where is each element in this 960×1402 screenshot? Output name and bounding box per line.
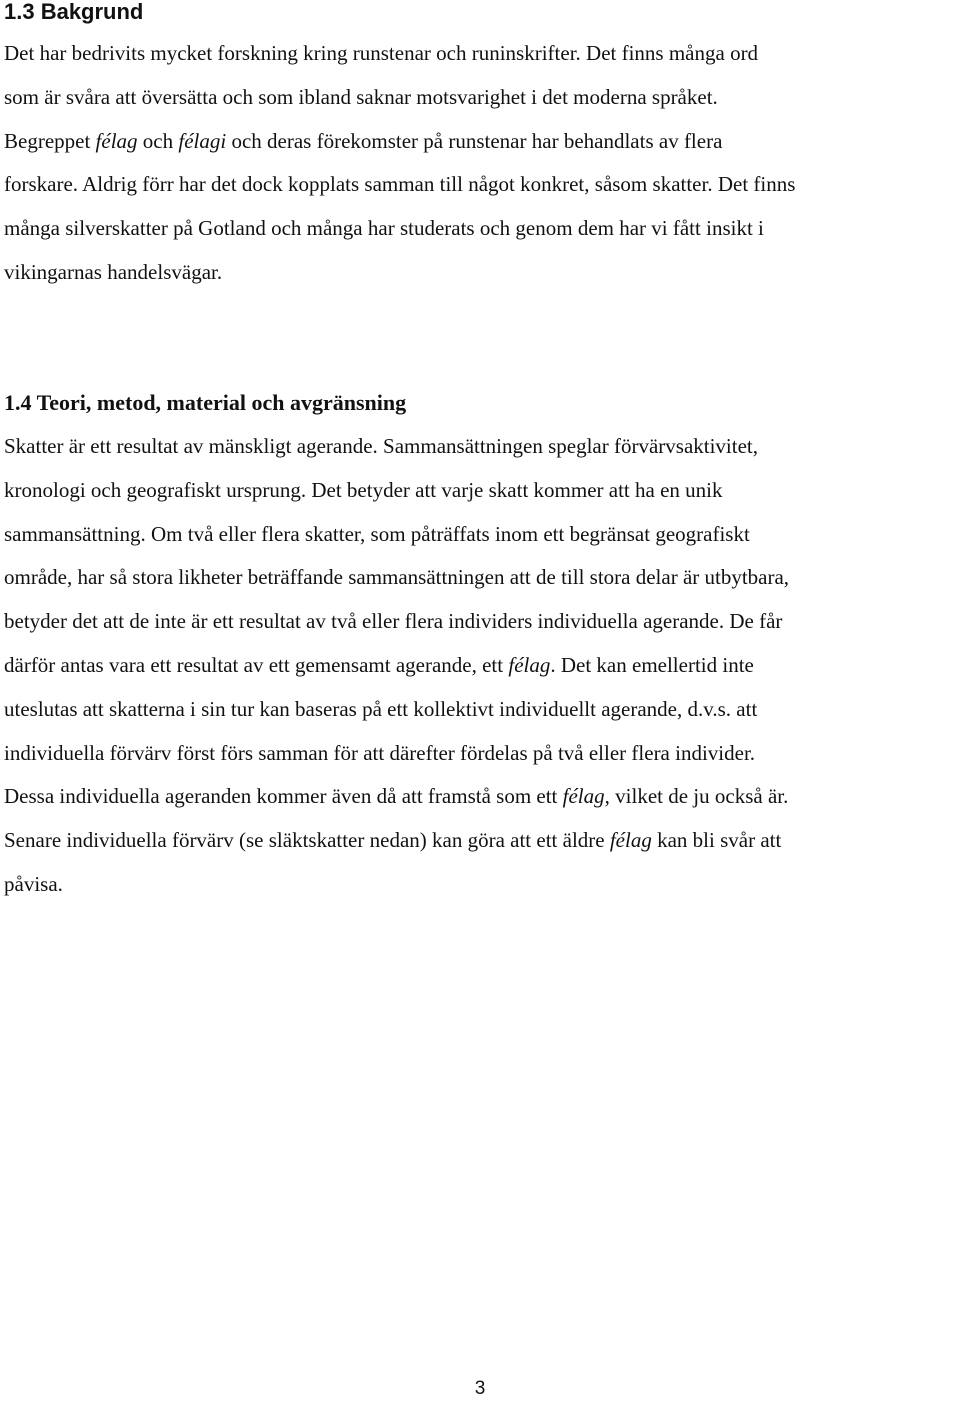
section-heading-bakgrund: 1.3 Bakgrund xyxy=(4,0,144,24)
text-line xyxy=(4,259,222,285)
text-segment: individuella förvärv först förs samman för att därefter fördelas på två eller flera individer. xyxy=(4,740,756,765)
text-segment: , vilket de ju också är. xyxy=(604,784,789,809)
text-line xyxy=(4,40,758,66)
text-segment: Dessa individuella ageranden kommer även då att framstå som ett xyxy=(4,784,563,809)
text-segment: . Det kan emellertid inte xyxy=(550,653,754,677)
text-line xyxy=(4,171,795,197)
text-segment: Begreppet xyxy=(4,128,96,153)
page-number: 3 xyxy=(474,1378,486,1399)
section-heading-teori: 1.4 Teori, metod, material och avgränsning xyxy=(4,390,407,415)
text-line xyxy=(4,433,758,459)
text-line xyxy=(4,827,781,853)
text-line xyxy=(4,128,722,154)
text-segment: och deras förekomster på runstenar har behandlats av flera xyxy=(226,128,723,153)
italic-term: félag xyxy=(508,653,551,677)
text-segment: betyder det att de inte är ett resultat av två eller flera individers individuella agerande. De får xyxy=(4,609,783,634)
text-segment: som är svåra att översätta och som ibland saknar motsvarighet i det moderna språket. xyxy=(4,84,718,109)
text-segment: forskare. Aldrig förr har det dock kopplats samman till något konkret, såsom skatter. Det finns xyxy=(4,172,796,197)
text-segment: sammansättning. Om två eller flera skatter, som påträffats inom ett begränsat geografiskt xyxy=(4,521,750,546)
text-segment: därför antas vara ett resultat av ett gemensamt agerande, ett xyxy=(4,653,509,677)
text-segment: område, har så stora likheter beträffande sammansättningen att de till stora delar är utbytbara, xyxy=(4,565,790,590)
text-segment: uteslutas att skatterna i sin tur kan baseras på ett kollektivt individuellt agerande, d.v.s. att xyxy=(4,696,758,721)
text-line xyxy=(4,783,788,809)
text-segment: Det har bedrivits mycket forskning kring runstenar och runinskrifter. Det finns många ord xyxy=(4,41,759,65)
text-line xyxy=(4,215,764,241)
text-segment: Senare individuella förvärv (se släktskatter nedan) kan göra att ett äldre xyxy=(4,828,610,853)
text-line xyxy=(4,521,750,547)
text-line xyxy=(4,652,754,678)
text-line xyxy=(4,696,757,722)
text-segment: kronologi och geografiskt ursprung. Det betyder att varje skatt kommer att ha en unik xyxy=(4,477,723,502)
text-line xyxy=(4,608,782,634)
italic-term: félag xyxy=(95,128,138,153)
italic-term: félagi xyxy=(178,128,227,153)
text-line xyxy=(4,477,722,503)
text-segment: kan bli svår att xyxy=(651,828,782,853)
text-line xyxy=(4,740,755,766)
text-segment: påvisa. xyxy=(4,872,63,896)
text-line xyxy=(4,564,789,590)
text-segment: och xyxy=(137,128,179,153)
italic-term: félag xyxy=(562,784,605,809)
text-line xyxy=(4,84,718,110)
text-line xyxy=(4,871,63,897)
text-segment: många silverskatter på Gotland och många har studerats och genom dem har vi fått insikt i xyxy=(4,216,764,241)
text-segment: vikingarnas handelsvägar. xyxy=(4,260,223,284)
text-segment: Skatter är ett resultat av mänskligt agerande. Sammansättningen speglar förvärvsaktivitet, xyxy=(4,434,759,458)
italic-term: félag xyxy=(609,828,652,853)
